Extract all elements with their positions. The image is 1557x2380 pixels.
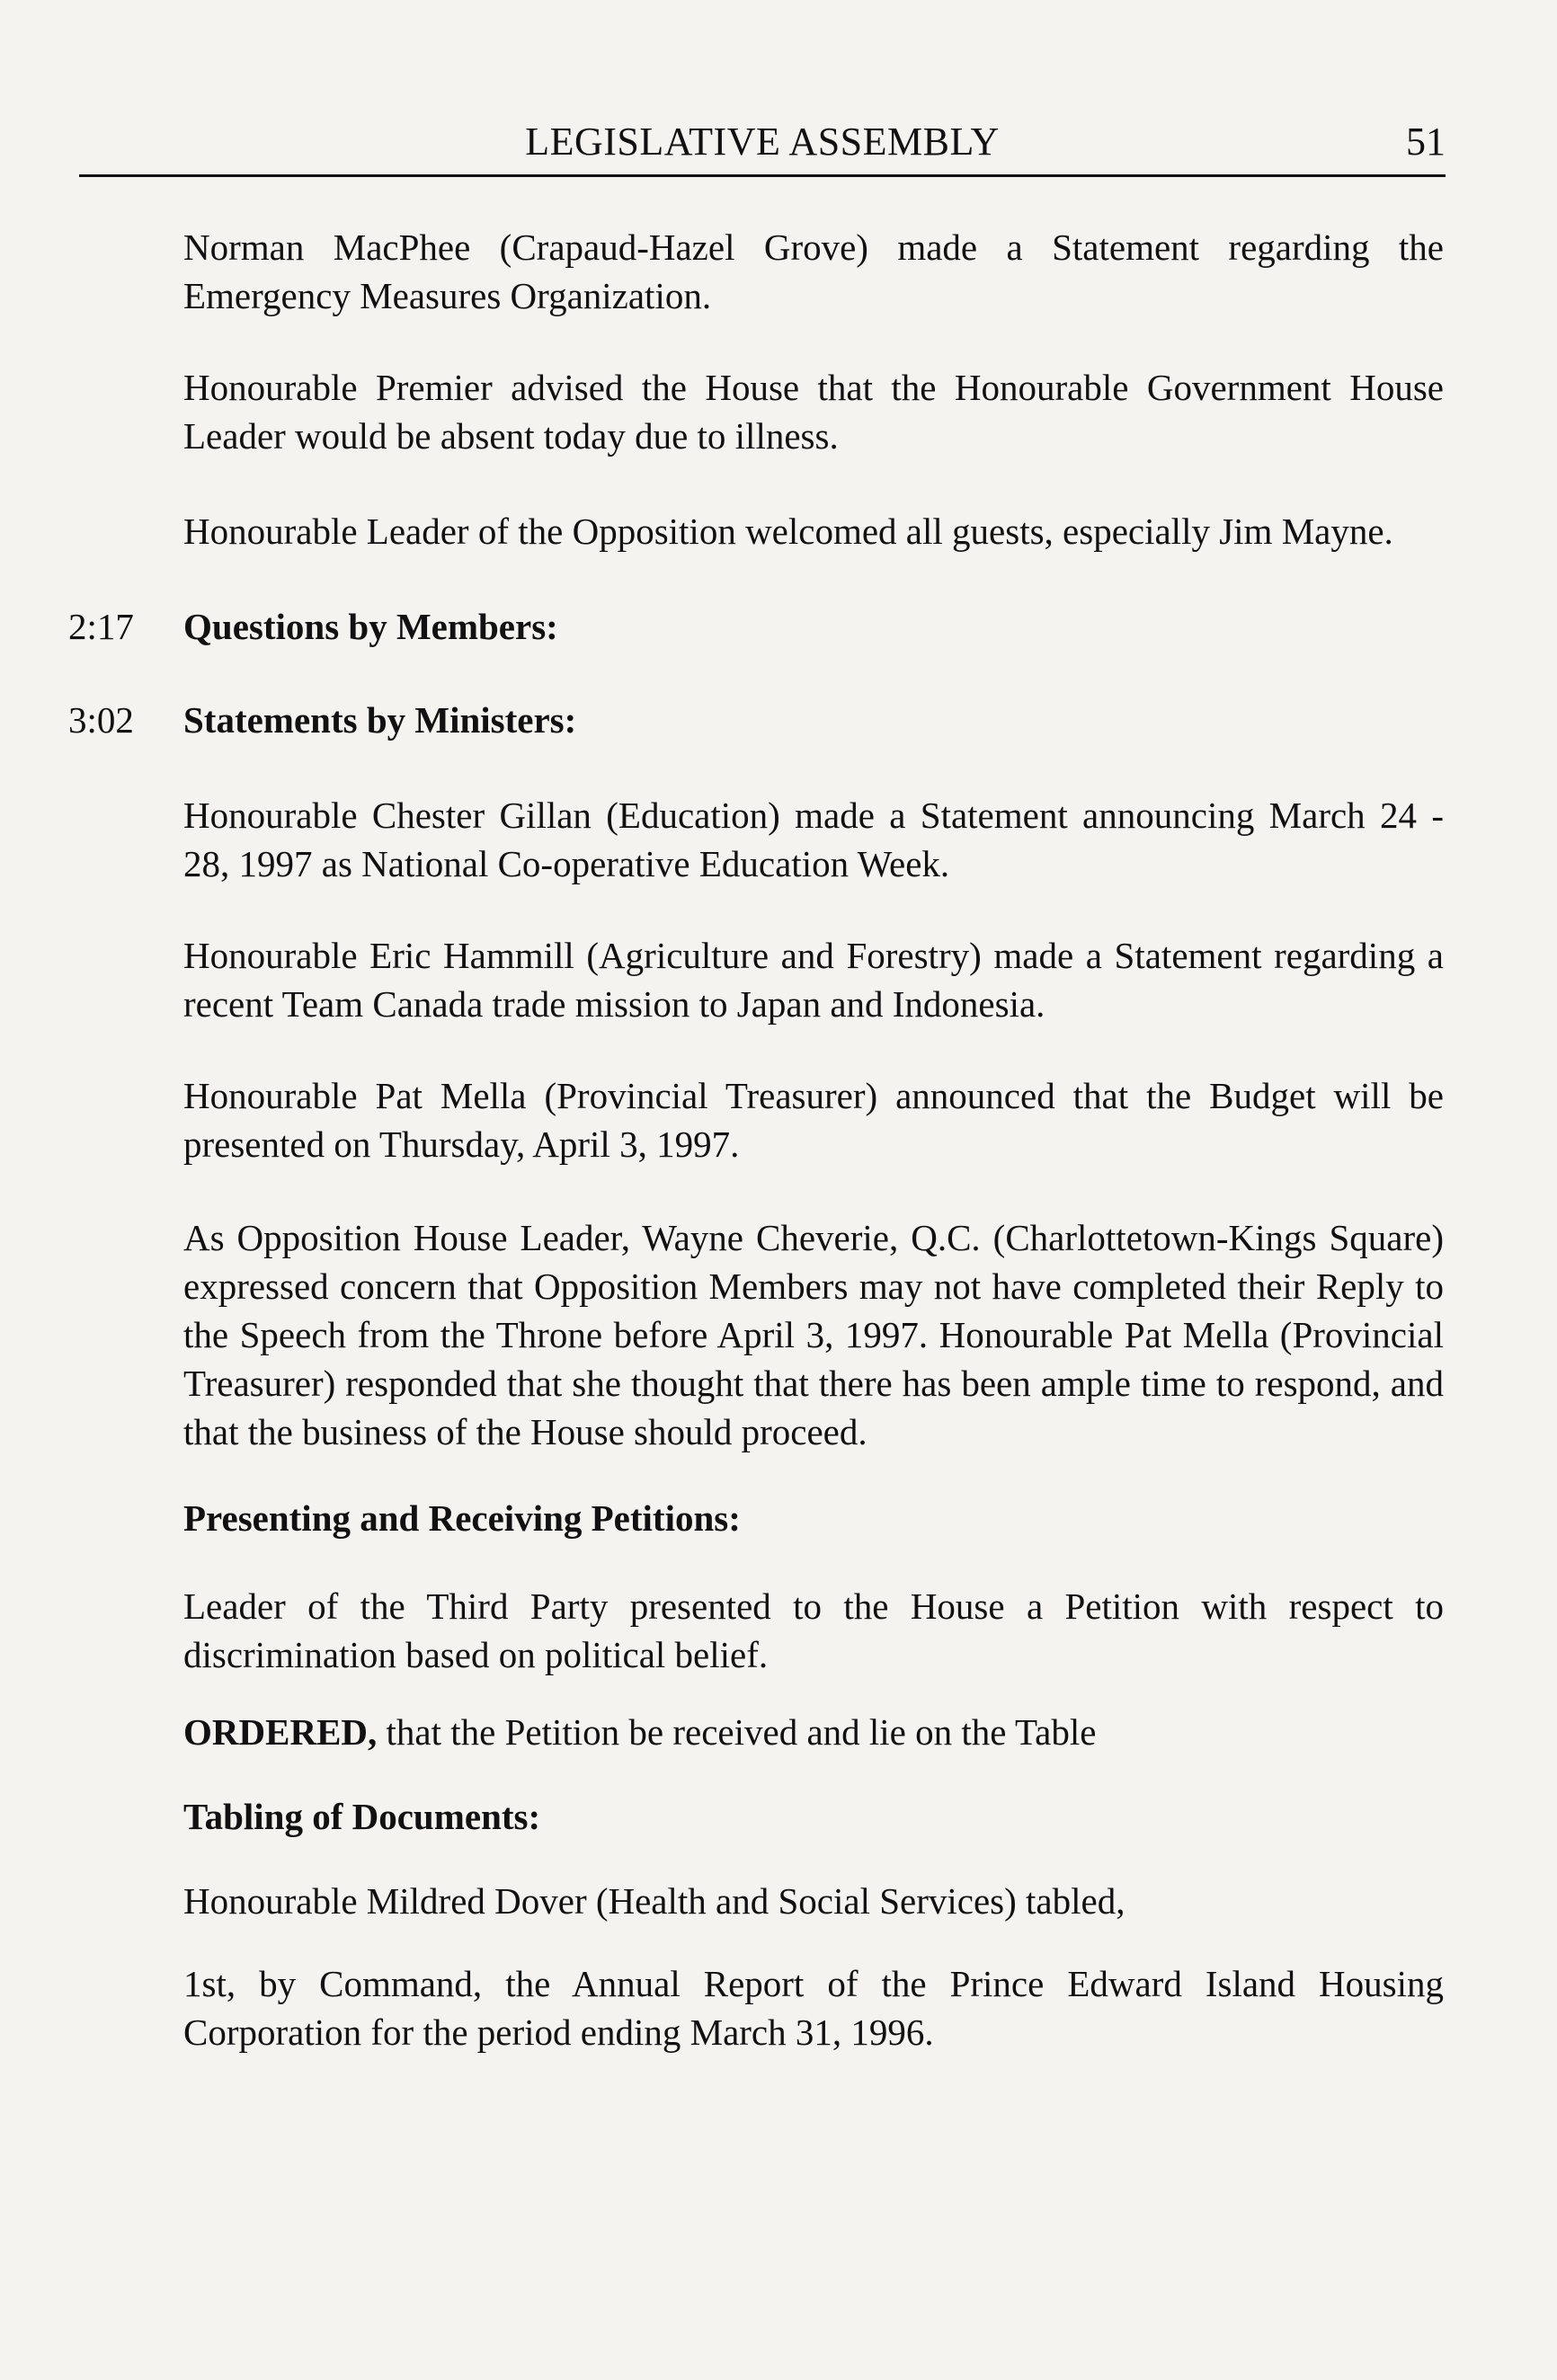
time-ministers: 3:02 — [68, 699, 134, 741]
page-header — [79, 115, 1446, 177]
page-number: 51 — [1406, 120, 1446, 164]
paragraph-hammill-statement: Honourable Eric Hammill (Agriculture and Forestry) made a Statement regarding a recent Team Canada trade mission to Japan and Indonesia. — [183, 935, 1444, 1025]
heading-presenting-petitions: Presenting and Receiving Petitions: — [183, 1497, 741, 1539]
paragraph-ordered — [183, 1708, 1444, 1756]
paragraph-housing-report: 1st, by Command, the Annual Report of the Prince Edward Island Housing Corporation for the period ending March 31, 1996. — [183, 1963, 1444, 2053]
paragraph-premier-advised: Honourable Premier advised the House that the Honourable Government House Leader would be absent today due to illness. — [183, 367, 1444, 457]
heading-questions-by-members: Questions by Members: — [183, 606, 558, 647]
ordered-label: ORDERED, — [183, 1711, 378, 1753]
paragraph-dover-tabled: Honourable Mildred Dover (Health and Social Services) tabled, — [183, 1880, 1125, 1922]
paragraph-cheverie-concern: As Opposition House Leader, Wayne Cheverie, Q.C. (Charlottetown-Kings Square) expressed concern that Opposition Members may not have completed their Reply to the Speech from the Throne before April 3, 1997. Honourable Pat Mella (Provincial Treasurer) responded that she thought that there has been ample time to respond, and that the business of the House should proceed. — [183, 1217, 1444, 1452]
heading-tabling-documents: Tabling of Documents: — [183, 1796, 541, 1837]
paragraph-third-party-petition: Leader of the Third Party presented to the House a Petition with respect to discrimination based on political belief. — [183, 1585, 1444, 1675]
paragraph-macphee-statement: Norman MacPhee (Crapaud-Hazel Grove) made a Statement regarding the Emergency Measures Organization. — [183, 226, 1444, 316]
header-title: LEGISLATIVE ASSEMBLY — [525, 120, 1000, 164]
paragraph-opposition-welcome: Honourable Leader of the Opposition welcomed all guests, especially Jim Mayne. — [183, 511, 1393, 552]
paragraph-gillan-statement: Honourable Chester Gillan (Education) made a Statement announcing March 24 - 28, 1997 as National Co-operative Education Week. — [183, 795, 1444, 884]
time-questions: 2:17 — [68, 606, 134, 647]
paragraph-mella-budget: Honourable Pat Mella (Provincial Treasurer) announced that the Budget will be presented on Thursday, April 3, 1997. — [183, 1075, 1444, 1165]
ordered-text: that the Petition be received and lie on the Table — [377, 1711, 1097, 1753]
heading-statements-by-ministers: Statements by Ministers: — [183, 699, 577, 741]
